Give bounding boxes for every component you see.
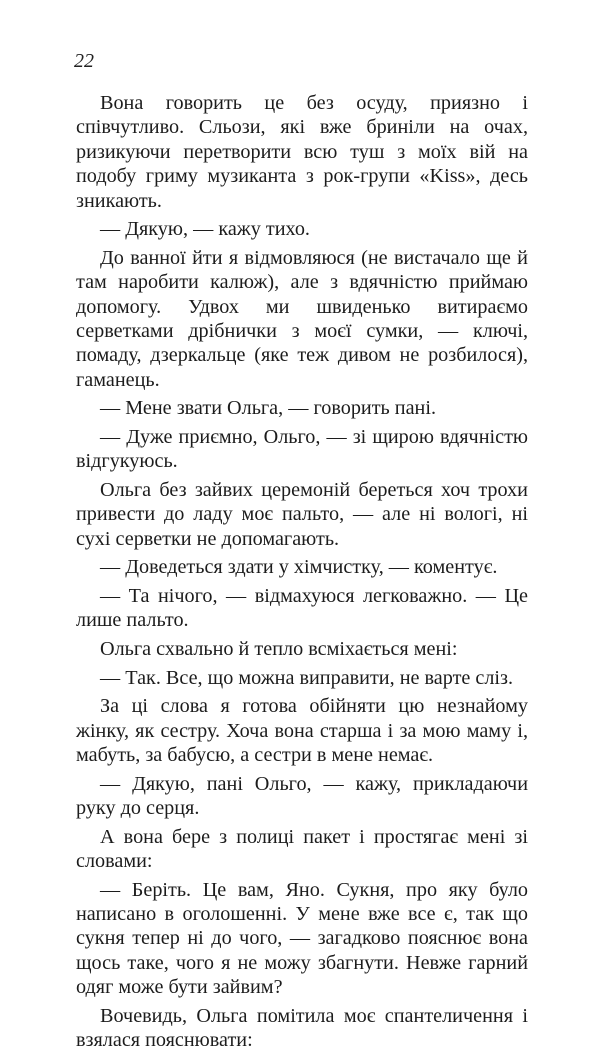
paragraph: Вона говорить це без осуду, приязно і співчутливо. Сльози, які вже бриніли на очах, ризикуючи перетворити всю туш з моїх вій на подобу гриму музиканта з рок-групи «Kiss», десь зникають. bbox=[76, 92, 528, 212]
paragraph: — Дякую, — кажу тихо. bbox=[100, 218, 310, 241]
body-text bbox=[76, 91, 528, 1053]
paragraph: А вона бере з полиці пакет і простягає мені зі словами: bbox=[76, 825, 528, 873]
paragraph: До ванної йти я відмовляюся (не вистачало ще й там наробити калюж), але з вдячністю приймаю допомогу. Удвох ми швиденько витираємо серветками дрібнички з моєї сумки, — ключі, помаду, дзеркальце (яке теж дивом не розбилося), гаманець. bbox=[76, 246, 528, 391]
paragraph: За ці слова я готова обійняти цю незнайому жінку, як сестру. Хоча вона старша і за мою маму і, мабуть, за бабусю, а сестри в мене немає. bbox=[76, 695, 528, 767]
page-number: 22 bbox=[74, 50, 94, 72]
paragraph: — Беріть. Це вам, Яно. Сукня, про яку було написано в оголошенні. У мене вже все є, так що сукня тепер ні до чого, — загадково пояснює вона щось таке, чого я не можу збагнути. Невже гарний одяг може бути зайвим? bbox=[76, 878, 528, 999]
paragraph: — Дякую, пані Ольго, — кажу, прикладаючи руку до серця. bbox=[76, 772, 528, 820]
paragraph: Ольга схвально й тепло всміхається мені: bbox=[100, 638, 458, 661]
paragraph: Вочевидь, Ольга помітила моє спантеличення і взялася пояснювати: bbox=[76, 1004, 528, 1052]
paragraph: Ольга без зайвих церемоній береться хоч трохи привести до ладу моє пальто, — але ні вологі, ні сухі серветки не допомагають. bbox=[76, 479, 528, 550]
paragraph: — Та нічого, — відмахуюся легковажно. — Це лише пальто. bbox=[76, 585, 528, 632]
paragraph: — Доведеться здати у хімчистку, — коментує. bbox=[100, 556, 498, 579]
paragraph: — Мене звати Ольга, — говорить пані. bbox=[100, 397, 437, 420]
paragraph: — Дуже приємно, Ольго, — зі щирою вдячністю відгукуюсь. bbox=[76, 426, 528, 473]
paragraph: — Так. Все, що можна виправити, не варте сліз. bbox=[100, 666, 514, 689]
